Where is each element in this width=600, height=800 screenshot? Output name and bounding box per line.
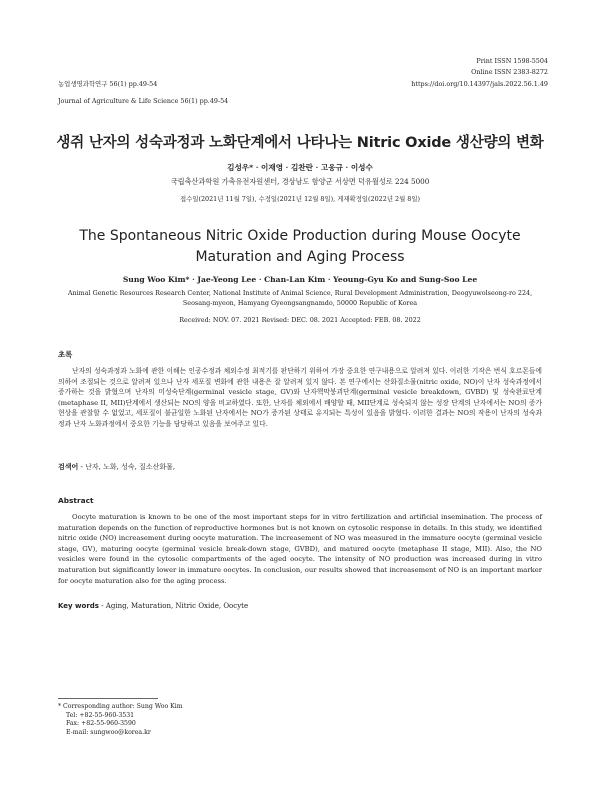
footnote-email[interactable]: E-mail: sungwoo@korea.kr — [66, 728, 151, 736]
abstract-en-heading: Abstract — [58, 496, 94, 505]
authors-kr: 김성우* · 이재영 · 김찬란 · 고웅규 · 이성수 — [227, 163, 373, 172]
dates-en: Received: NOV. 07. 2021 Revised: DEC. 08. 2021 Accepted: FEB. 08. 2022 — [179, 316, 421, 324]
journal-en: Journal of Agriculture & Life Science 56(1) pp.49-54 — [58, 97, 229, 105]
affiliation-en-line1: Animal Genetic Resources Research Center, National Institute of Animal Science, Rural Development Administration, Deogyuwolseong-ro 224, — [67, 289, 533, 297]
online-issn: Online ISSN 2383-8272 — [471, 68, 548, 76]
authors-en: Sung Woo Kim* · Jae-Yeong Lee · Chan-Lan Kim · Yeoung-Gyu Ko and Sung-Soo Lee — [122, 275, 478, 284]
keywords-kr — [58, 462, 175, 472]
page-title-en-line2: Maturation and Aging Process — [195, 249, 405, 265]
keywords-kr-label: 검색어 — [58, 463, 79, 471]
abstract-kr-heading: 초록 — [58, 350, 73, 359]
footnote — [58, 703, 183, 737]
keywords-en-values: - Aging, Maturation, Nitric Oxide, Oocyte — [101, 602, 249, 610]
page-title-kr: 생쥐 난자의 성숙과정과 노화단계에서 나타나는 Nitric Oxide 생산량의 변화 — [56, 135, 544, 151]
footnote-divider — [58, 698, 158, 699]
keywords-kr-values: - 난자, 노화, 성숙, 질소산화물, — [80, 463, 176, 471]
footnote-tel: Tel: +82-55-960-3531 — [66, 711, 135, 719]
journal-kr: 농업생명과학연구 56(1) pp.49-54 — [58, 80, 158, 88]
print-issn: Print ISSN 1598-5504 — [476, 57, 548, 65]
abstract-en-text: Oocyte maturation is known to be one of the most important steps for in vitro fertilization and artificial insemination. The process of maturation depends on the function of reproductive hormones but is not known on cytosolic response in details. In this study, we identified nitric oxide (NO) increasement during oocyte maturation. The increasement of NO was measured in the immature oocyte (germinal vesicle stage, GV), maturing oocyte (germinal vesicle break-down stage, GVBD), and matured oocyte (metaphase II stage, MII). Also, the NO vesicles were found in the cytosolic compartments of the aged oocyte. The intensity of NO production was increased during in vitro maturation but significantly lower in immature oocytes. In conclusion, our results showed that increasement of NO is an important marker for oocyte maturation also for the aging process. — [58, 513, 542, 585]
keywords-en — [58, 602, 248, 610]
doi-link[interactable]: https://doi.org/10.14397/jals.2022.56.1.49 — [411, 80, 548, 88]
footnote-corresponding: * Corresponding author: Sung Woo Kim — [58, 703, 183, 710]
keywords-en-label: Key words — [58, 602, 99, 610]
affiliation-en-line2: Seosang-myeon, Hamyang Gyeongsangnamdo, 50000 Republic of Korea — [182, 299, 418, 307]
dates-kr: 접수일(2021년 11월 7일), 수정일(2021년 12월 8일), 게재확정일(2022년 2월 8일) — [179, 195, 421, 203]
affiliation-kr: 국립축산과학원 가축유전자원센터, 경상남도 함양군 서상면 덕유월성로 224 5000 — [170, 177, 430, 186]
footnote-fax: Fax: +82-55-960-3590 — [66, 720, 136, 728]
page-title-en-line1: The Spontaneous Nitric Oxide Production during Mouse Oocyte — [79, 228, 521, 244]
abstract-kr-text: 난자의 성숙과정과 노화에 관한 이해는 인공수정과 체외수정 최적기를 판단하기 위하여 가장 중요한 연구내용으로 알려져 있다. 이러한 기작은 번식 호르몬들에 의하여 조절되는 것으로 알려져 있으나 난자 세포질 변화에 관한 내용은 잘 알려져 있지 않다. 본 연구에서는 산화질소물(nitric oxide, NO)이 난자 성숙과정에서 증가하는 것을 밝혔으며 난자의 미성숙단계(germinal vesicle stage, GV)와 난자핵막붕괴단계(germinal vesicle breakdown, GVBD) 및 성숙완료단계(metaphase II, MII)단계에서 생산되는 NO의 양을 비교하였다. 또한, 난자를 체외에서 배양할 때, MII단계로 성숙되지 않는 성장 단계의 난자에서는 NO의 증가 현상을 관찰할 수 없었고, 세포질이 불균일한 노화된 난자에서는 NO가 증가된 상태로 유지되는 특성이 있음을 밝혔다. 이러한 결과는 NO의 작용이 난자의 성숙과정과 난자 노화과정에서 중요한 기능을 담당하고 있음을 보여주고 있다. — [58, 367, 542, 428]
